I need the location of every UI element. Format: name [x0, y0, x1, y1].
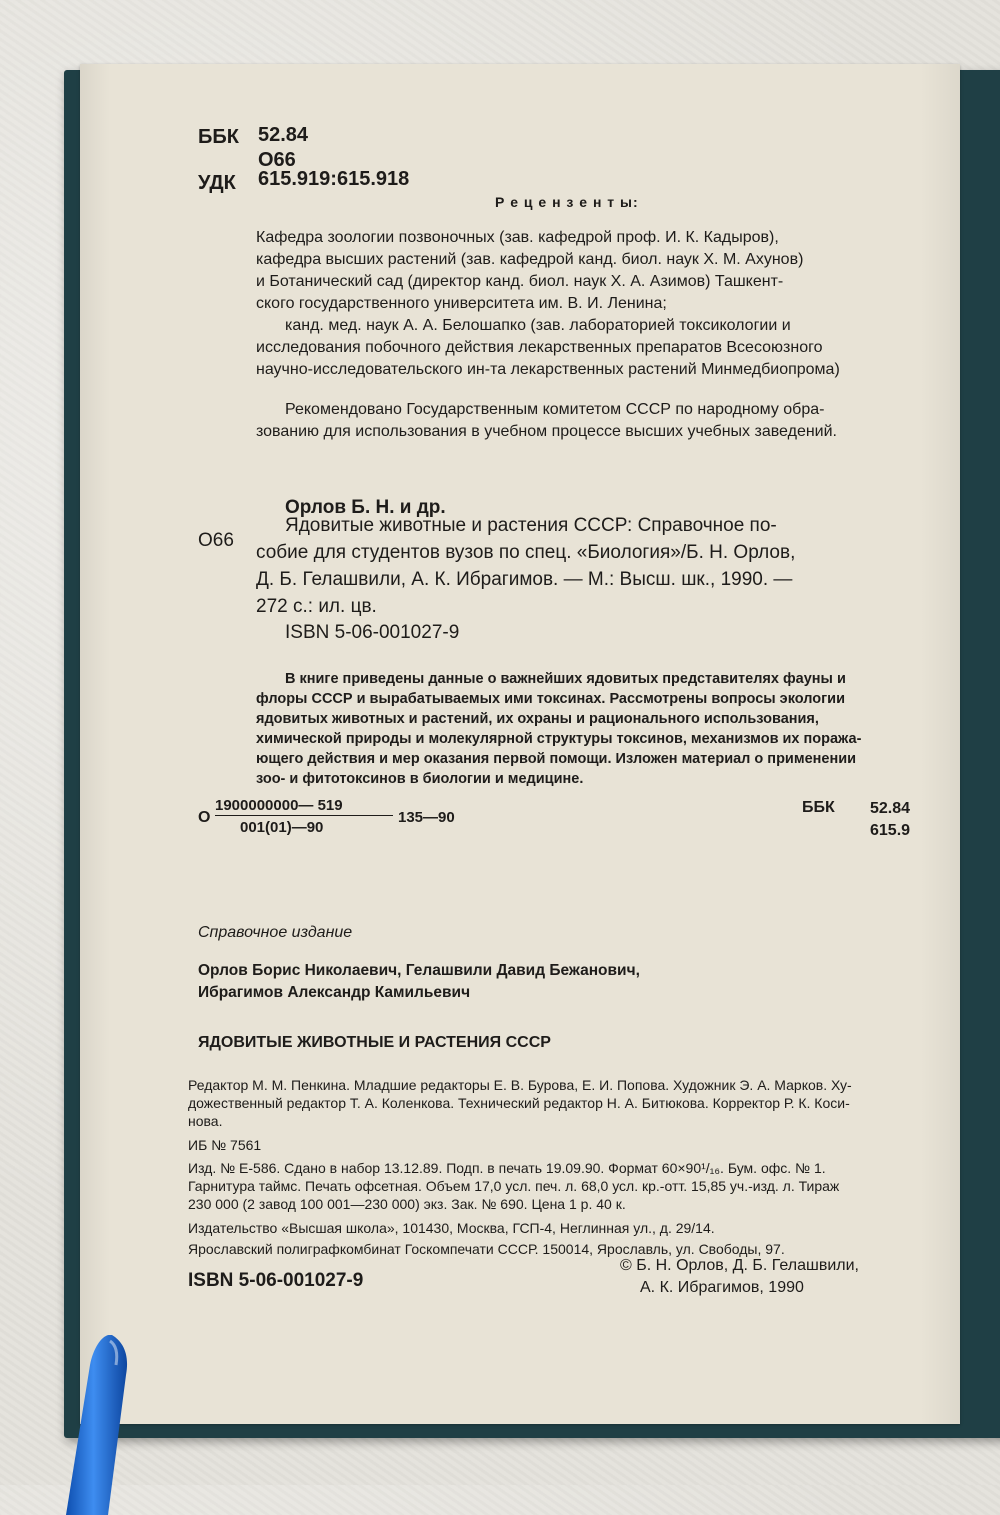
- ib-number: ИБ № 7561: [188, 1137, 262, 1153]
- udk-value: 615.919:615.918: [258, 168, 410, 190]
- author-code: О66: [258, 149, 296, 171]
- formula-suffix: 135—90: [398, 809, 455, 826]
- entry-code: О66: [198, 530, 234, 551]
- production-line: 230 000 (2 завод 100 001—230 000) экз. Зак. № 690. Цена 1 р. 40 к.: [188, 1196, 626, 1212]
- publisher-line: Издательство «Высшая школа», 101430, Москва, ГСП-4, Неглинная ул., д. 29/14.: [188, 1220, 715, 1236]
- editors-line: дожественный редактор Т. А. Коленкова. Технический редактор Н. А. Битюкова. Корректор Р. К. Коси-: [188, 1095, 850, 1111]
- authors-full: Ибрагимов Александр Камильевич: [198, 984, 471, 1001]
- entry-line: Д. Б. Гелашвили, А. К. Ибрагимов. — М.: Высш. шк., 1990. —: [256, 569, 793, 590]
- bbk-value: 52.84: [258, 124, 309, 146]
- production-line: Гарнитура таймс. Печать офсетная. Объем 17,0 усл. печ. л. 68,0 усл. кр.-отт. 15,85 уч.-изд. л. Тираж: [188, 1178, 840, 1194]
- entry-line: Ядовитые животные и растения СССР: Справочное по-: [285, 515, 777, 536]
- annotation-line: зоо- и фитотоксинов в биологии и медицине.: [256, 771, 584, 787]
- formula-denominator: 001(01)—90: [240, 819, 324, 836]
- reviewers-title: Р е ц е н з е н т ы:: [495, 194, 639, 210]
- bbk-label: ББК: [198, 126, 239, 148]
- entry-line: собие для студентов вузов по спец. «Биология»/Б. Н. Орлов,: [256, 542, 796, 563]
- recommendation-line: Рекомендовано Государственным комитетом СССР по народному обра-: [285, 401, 825, 418]
- entry-author: Орлов Б. Н. и др.: [285, 497, 446, 518]
- formula-bbk-value: 52.84: [870, 800, 911, 817]
- reviewer-line: канд. мед. наук А. А. Белошапко (зав. лабораторией токсикологии и: [285, 317, 791, 334]
- formula-numerator: 1900000000— 519: [215, 797, 393, 816]
- authors-full: Орлов Борис Николаевич, Гелашвили Давид Бежанович,: [198, 962, 640, 979]
- editors-line: нова.: [188, 1113, 223, 1129]
- entry-line: 272 с.: ил. цв.: [256, 596, 377, 617]
- imprint-title: ЯДОВИТЫЕ ЖИВОТНЫЕ И РАСТЕНИЯ СССР: [198, 1034, 551, 1051]
- recommendation-line: зованию для использования в учебном процессе высших учебных заведений.: [256, 423, 837, 440]
- reviewer-line: кафедра высших растений (зав. кафедрой канд. биол. наук Х. М. Ахунов): [256, 251, 804, 268]
- annotation-line: ющего действия и мер оказания первой помощи. Изложен материал о применении: [256, 751, 857, 767]
- printer-line: Ярославский полиграфкомбинат Госкомпечати СССР. 150014, Ярославль, ул. Свободы, 97.: [188, 1241, 785, 1257]
- editors-line: Редактор М. М. Пенкина. Младшие редакторы Е. В. Бурова, Е. И. Попова. Художник Э. А. Марков. Ху-: [188, 1077, 852, 1093]
- copyright-line: © Б. Н. Орлов, Д. Б. Гелашвили,: [620, 1257, 859, 1274]
- annotation-line: ядовитых животных и растений, их охраны и рационального использования,: [256, 711, 819, 727]
- reviewer-line: исследования побочного действия лекарственных препаратов Всесоюзного: [256, 339, 823, 356]
- bleed-through-text: [380, 146, 680, 186]
- annotation-line: химической природы и молекулярной структуры токсинов, механизмов их поража-: [256, 731, 862, 747]
- annotation-line: В книге приведены данные о важнейших ядовитых представителях фауны и: [285, 671, 846, 687]
- copyright-line: А. К. Ибрагимов, 1990: [640, 1279, 804, 1296]
- entry-isbn: ISBN 5-06-001027-9: [285, 622, 460, 643]
- imprint-isbn: ISBN 5-06-001027-9: [188, 1270, 364, 1291]
- reviewer-line: научно-исследовательского ин-та лекарственных растений Минмедбиопрома): [256, 361, 840, 378]
- udk-label: УДК: [198, 172, 236, 194]
- book-page: [80, 64, 960, 1424]
- pen-icon: [60, 1335, 130, 1515]
- formula-prefix: О: [198, 809, 211, 826]
- production-line: Изд. № Е-586. Сдано в набор 13.12.89. Подп. в печать 19.09.90. Формат 60×90¹/₁₆. Бум. офс. № 1.: [188, 1160, 826, 1176]
- formula-bbk-value: 615.9: [870, 822, 911, 839]
- annotation-line: флоры СССР и вырабатываемых ими токсинах. Рассмотрены вопросы экологии: [256, 691, 845, 707]
- reviewer-line: ского государственного университета им. В. И. Ленина;: [256, 295, 667, 312]
- reviewer-line: и Ботанический сад (директор канд. биол. наук Х. А. Азимов) Ташкент-: [256, 273, 784, 290]
- formula-bbk-label: ББК: [802, 799, 835, 816]
- reviewer-line: Кафедра зоологии позвоночных (зав. кафедрой проф. И. К. Кадыров),: [256, 229, 779, 246]
- edition-type: Справочное издание: [198, 924, 353, 941]
